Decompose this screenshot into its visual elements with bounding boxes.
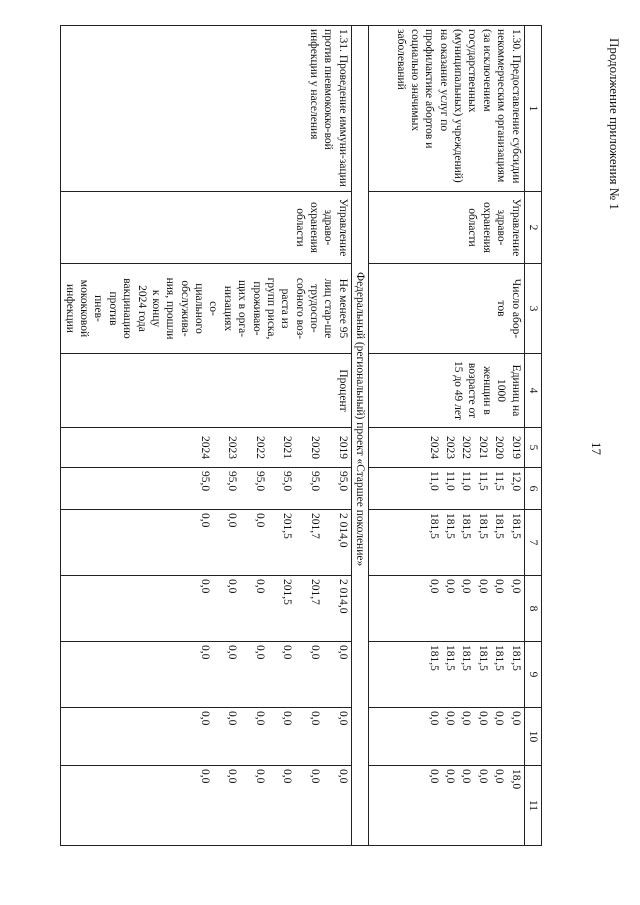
column-number-row: [524, 26, 541, 846]
row_131-executor: Управление здраво-охранения области: [61, 192, 352, 264]
col-num-8: 8: [524, 576, 541, 642]
value-cell: 201,7: [295, 576, 323, 642]
continuation-label: Продолжение приложения № 1: [607, 38, 622, 210]
year-cell: 2023: [213, 428, 241, 468]
value-cell: 0,0: [240, 510, 268, 576]
value-cell: 0,0: [369, 766, 442, 846]
value-cell: 95,0: [61, 468, 213, 510]
row_131-indicator: [61, 264, 352, 354]
section-title: Федеральный (региональный) проект «Старшее поколение»: [351, 26, 368, 846]
value-cell: 11,0: [458, 468, 474, 510]
value-cell: 95,0: [268, 468, 296, 510]
value-cell: 201,5: [268, 510, 296, 576]
table-row: [323, 26, 351, 846]
value-cell: 0,0: [507, 576, 524, 642]
year-cell: 2024: [369, 428, 442, 468]
value-cell: 181,5: [442, 642, 458, 708]
value-cell: 0,0: [369, 576, 442, 642]
value-cell: 0,0: [268, 642, 296, 708]
value-cell: 0,0: [268, 708, 296, 766]
value-cell: 0,0: [475, 708, 491, 766]
value-cell: 0,0: [268, 766, 296, 846]
col-num-1: 1: [524, 26, 541, 192]
value-cell: 95,0: [240, 468, 268, 510]
program-table: [60, 25, 542, 846]
value-cell: 0,0: [475, 576, 491, 642]
row_130-indicator-text: Число абор-тов: [495, 278, 522, 339]
col-num-6: 6: [524, 468, 541, 510]
table-row: [507, 26, 524, 846]
value-cell: 0,0: [61, 766, 213, 846]
value-cell: 181,5: [507, 642, 524, 708]
value-cell: 0,0: [507, 708, 524, 766]
col-num-10: 10: [524, 708, 541, 766]
value-cell: 0,0: [61, 510, 213, 576]
value-cell: 0,0: [369, 708, 442, 766]
value-cell: 12,0: [507, 468, 524, 510]
value-cell: 2 014,0: [323, 576, 351, 642]
value-cell: 0,0: [213, 576, 241, 642]
value-cell: 0,0: [213, 766, 241, 846]
value-cell: 0,0: [213, 642, 241, 708]
col-num-9: 9: [524, 642, 541, 708]
value-cell: 181,5: [491, 510, 507, 576]
value-cell: 181,5: [475, 510, 491, 576]
page-number: 17: [589, 442, 604, 455]
row_131-unit-text: Процент: [336, 369, 349, 412]
value-cell: 18,0: [507, 766, 524, 846]
value-cell: 0,0: [323, 766, 351, 846]
year-cell: 2021: [475, 428, 491, 468]
value-cell: 181,5: [458, 510, 474, 576]
col-num-7: 7: [524, 510, 541, 576]
value-cell: 0,0: [240, 766, 268, 846]
row_130-indicator: [369, 264, 524, 354]
value-cell: 0,0: [295, 708, 323, 766]
col-num-4: 4: [524, 354, 541, 428]
value-cell: 11,0: [369, 468, 442, 510]
value-cell: 95,0: [295, 468, 323, 510]
value-cell: 0,0: [323, 642, 351, 708]
value-cell: 0,0: [61, 708, 213, 766]
value-cell: 181,5: [491, 642, 507, 708]
row_131-unit: [61, 354, 352, 428]
value-cell: 0,0: [491, 766, 507, 846]
value-cell: 0,0: [458, 708, 474, 766]
col-num-2: 2: [524, 192, 541, 264]
row_130-name: 1.30. Предоставление субсидии некоммерческим организациям (за исключением государственных (муниципальных) учреждений) на оказание услуг по профилактике абортов и социально значимых заболеваний: [369, 26, 524, 192]
value-cell: 0,0: [323, 708, 351, 766]
value-cell: 0,0: [213, 708, 241, 766]
year-cell: 2022: [458, 428, 474, 468]
value-cell: 181,5: [458, 642, 474, 708]
value-cell: 181,5: [369, 642, 442, 708]
value-cell: 95,0: [323, 468, 351, 510]
value-cell: 0,0: [213, 510, 241, 576]
row_130-executor: Управление здраво-охранения области: [369, 192, 524, 264]
value-cell: 95,0: [213, 468, 241, 510]
value-cell: 0,0: [458, 576, 474, 642]
value-cell: 0,0: [240, 642, 268, 708]
row_130-unit: [369, 354, 524, 428]
year-cell: 2019: [323, 428, 351, 468]
value-cell: 11,5: [475, 468, 491, 510]
year-cell: 2020: [491, 428, 507, 468]
value-cell: 2 014,0: [323, 510, 351, 576]
row_131-indicator-text: Не менее 95 лиц стар-ше трудоспо-собного воз-раста из групп риска, проживаю-щих в орга-низациях со-циального обслужива-ния, прошли к концу 2024 года вакцинацию против пнев-мококковой инфекции: [63, 277, 349, 340]
col-num-11: 11: [524, 766, 541, 846]
value-cell: 0,0: [475, 766, 491, 846]
value-cell: 0,0: [295, 642, 323, 708]
value-cell: 0,0: [491, 708, 507, 766]
value-cell: 0,0: [61, 642, 213, 708]
value-cell: 0,0: [442, 766, 458, 846]
year-cell: 2022: [240, 428, 268, 468]
section-row: [351, 26, 368, 846]
value-cell: 0,0: [442, 708, 458, 766]
value-cell: 201,5: [268, 576, 296, 642]
value-cell: 0,0: [491, 576, 507, 642]
value-cell: 181,5: [507, 510, 524, 576]
year-cell: 2020: [295, 428, 323, 468]
value-cell: 181,5: [475, 642, 491, 708]
value-cell: 0,0: [240, 576, 268, 642]
value-cell: 0,0: [240, 708, 268, 766]
value-cell: 11,0: [442, 468, 458, 510]
col-num-5: 5: [524, 428, 541, 468]
value-cell: 0,0: [61, 576, 213, 642]
year-cell: 2023: [442, 428, 458, 468]
value-cell: 0,0: [442, 576, 458, 642]
value-cell: 0,0: [458, 766, 474, 846]
year-cell: 2021: [268, 428, 296, 468]
value-cell: 181,5: [369, 510, 442, 576]
table-body: [61, 26, 542, 846]
year-cell: 2019: [507, 428, 524, 468]
value-cell: 11,5: [491, 468, 507, 510]
value-cell: 181,5: [442, 510, 458, 576]
value-cell: 201,7: [295, 510, 323, 576]
row_130-unit-text: Единиц на 1000 женщин в возрасте от 15 до 49 лет: [452, 360, 522, 421]
value-cell: 0,0: [295, 766, 323, 846]
row_131-name: 1.31. Проведение иммуни-зации против пневмококко-вой инфекции у населения: [61, 26, 352, 192]
col-num-3: 3: [524, 264, 541, 354]
year-cell: 2024: [61, 428, 213, 468]
